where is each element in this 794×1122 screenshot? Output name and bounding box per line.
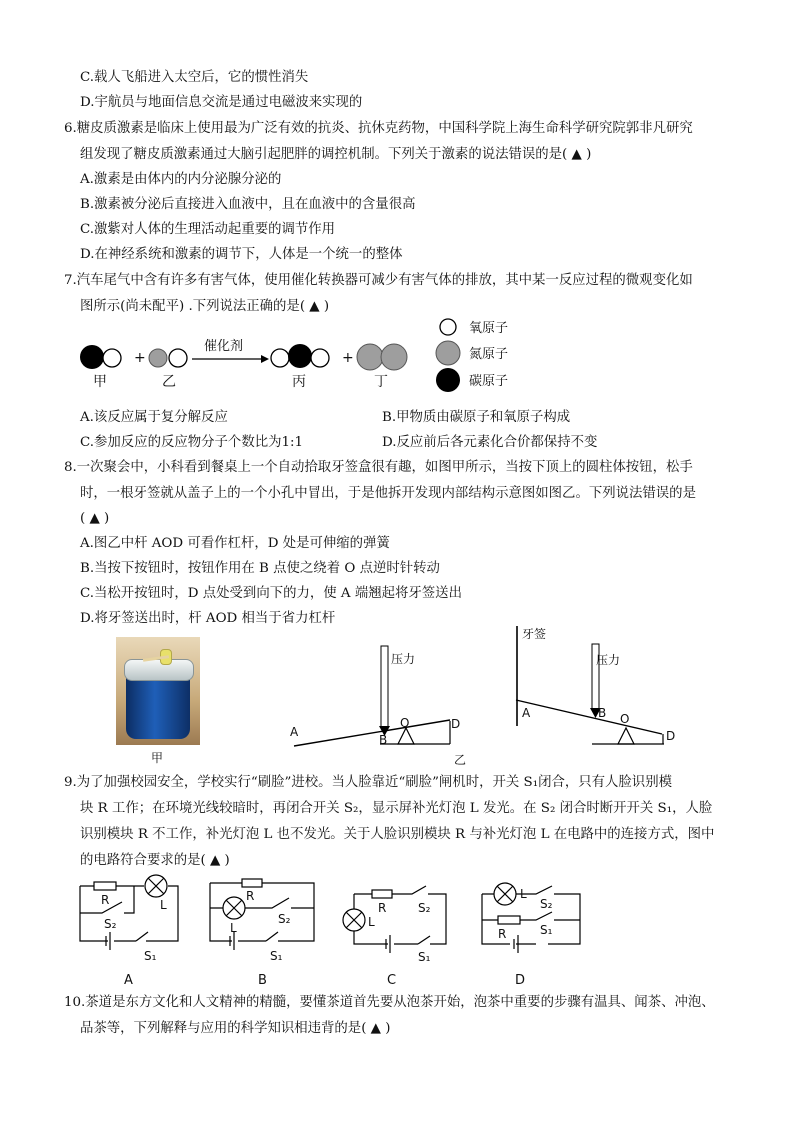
- label-s1: S₁: [540, 923, 553, 937]
- circuit-label-c: C: [387, 973, 397, 988]
- catalyst-label: 催化剂: [204, 339, 244, 354]
- label-r: R: [498, 927, 507, 941]
- q7-stem-line2: 图所示(尚未配平) .下列说法正确的是( ▲ ): [80, 299, 330, 314]
- label-s2: S₂: [418, 901, 431, 915]
- q6-stem-line2: 组发现了糖皮质激素通过大脑引起肥胖的调控机制。下列关于激素的说法错误的是( ▲ ): [80, 147, 592, 162]
- q6-option-d: D.在神经系统和激素的调节下，人体是一个统一的整体: [80, 247, 403, 262]
- q5-option-d: D.宇航员与地面信息交流是通过电磁波来实现的: [80, 95, 363, 110]
- circuit-label-d: D: [515, 973, 526, 988]
- label-s1: S₁: [270, 949, 283, 963]
- reactant-label-jia: 甲: [93, 374, 107, 390]
- circuit-label-b: B: [258, 973, 267, 988]
- q6-option-c: C.激紫对人体的生理活动起重要的调节作用: [80, 222, 336, 237]
- oxygen-atom: [311, 349, 329, 367]
- fulcrum-triangle: [398, 728, 414, 744]
- plus-sign-1: +: [134, 350, 146, 366]
- oxygen-atom: [103, 349, 121, 367]
- resistor-r: [94, 882, 116, 890]
- q8-option-c: C.当松开按钮时，D 点处受到向下的力，使 A 端翘起将牙签送出: [80, 586, 462, 601]
- point-d-label: D: [451, 717, 461, 731]
- reaction-diagram: [74, 316, 534, 390]
- label-s2: S₂: [278, 912, 291, 926]
- label-s2: S₂: [104, 917, 117, 931]
- circuit-c: [343, 886, 446, 953]
- point-o-label: O: [400, 716, 410, 730]
- q5-option-c: C.载人飞船进入太空后，它的惯性消失: [80, 70, 309, 85]
- q8-option-a: A.图乙中杆 AOD 可看作杠杆，D 处是可伸缩的弹簧: [80, 536, 390, 551]
- nitrogen-atom: [381, 344, 407, 370]
- legend-carbon-label: 碳原子: [469, 374, 509, 389]
- resistor-r: [242, 879, 262, 887]
- q10-stem-line1: 10.茶道是东方文化和人文精神的精髓，要懂茶道首先要从泡茶开始，泡茶中重要的步骤有温具、闻茶、冲泡、: [64, 995, 715, 1010]
- label-l: L: [230, 921, 237, 935]
- point-d-label: D: [666, 729, 676, 743]
- circuit-label-a: A: [124, 973, 133, 988]
- label-l: L: [520, 887, 527, 901]
- q8-stem-line1: 8.一次聚会中，小科看到餐桌上一个自动拾取牙签盒很有趣，如图甲所示，当按下顶上的圆柱体按钮，松手: [64, 460, 693, 475]
- legend-nitrogen-icon: [436, 341, 460, 365]
- point-o-label: O: [620, 712, 630, 726]
- q7-option-a: A.该反应属于复分解反应: [80, 410, 228, 425]
- photo-box-lid: [124, 659, 194, 681]
- toothpick-box-photo: [116, 637, 200, 745]
- circuit-d: [482, 883, 580, 953]
- resistor-r: [372, 890, 392, 898]
- q9-stem-line1: 9.为了加强校园安全，学校实行“刷脸”进校。当人脸靠近“刷脸”闸机时，开关 S₁闭合，只有人脸识别模: [64, 775, 672, 790]
- nitrogen-atom: [149, 349, 167, 367]
- product-label-bing: 丙: [292, 374, 306, 390]
- q7-option-c: C.参加反应的反应物分子个数比为1:1: [80, 435, 304, 450]
- q6-option-b: B.激素被分泌后直接进入血液中，且在血液中的含量很高: [80, 197, 416, 212]
- label-l: L: [160, 898, 167, 912]
- carbon-atom: [80, 345, 104, 369]
- lever-rod: [294, 720, 450, 746]
- reactant-label-yi: 乙: [162, 374, 176, 390]
- fulcrum-triangle: [618, 728, 634, 744]
- diagram-caption-yi: 乙: [454, 753, 467, 767]
- q8-stem-line3: ( ▲ ): [80, 511, 110, 526]
- point-b-label: B: [598, 706, 607, 720]
- q9-stem-line4: 的电路符合要求的是( ▲ ): [80, 853, 230, 868]
- force-label: 压力: [391, 652, 416, 666]
- label-r: R: [101, 893, 110, 907]
- resistor-r: [498, 916, 520, 924]
- product-label-ding: 丁: [374, 374, 388, 390]
- lever-rod: [516, 700, 662, 734]
- point-a-label: A: [522, 706, 531, 720]
- q7-option-b: B.甲物质由碳原子和氧原子构成: [382, 410, 571, 425]
- label-s1: S₁: [144, 949, 157, 963]
- force-label: 压力: [596, 653, 621, 667]
- q9-stem-line3: 识别模块 R 不工作，补光灯泡 L 也不发光。关于人脸识别模块 R 与补光灯泡 L 在电路中的连接方式，图中: [80, 827, 715, 842]
- q6-stem-line1: 6.糖皮质激素是临床上使用最为广泛有效的抗炎、抗休克药物，中国科学院上海生命科学研究院郭非凡研究: [64, 121, 693, 136]
- oxygen-atom: [271, 349, 289, 367]
- legend-oxygen-icon: [440, 319, 456, 335]
- photo-caption-jia: 甲: [151, 751, 164, 765]
- lever-diagram-yi: [280, 640, 480, 768]
- label-r: R: [378, 901, 387, 915]
- q6-option-a: A.激素是由体内的内分泌腺分泌的: [80, 172, 282, 187]
- nitrogen-atom: [357, 344, 383, 370]
- legend-nitrogen-label: 氮原子: [469, 347, 509, 362]
- oxygen-atom: [169, 349, 187, 367]
- label-s1: S₁: [418, 950, 431, 964]
- q9-stem-line2: 块 R 工作；在环境光线较暗时，再闭合开关 S₂，显示屏补光灯泡 L 发光。在 S₂ 闭合时断开开关 S₁，人脸: [80, 801, 713, 816]
- force-arrow-shaft: [381, 646, 388, 728]
- legend-carbon-icon: [436, 368, 460, 392]
- legend-oxygen-label: 氧原子: [469, 321, 509, 336]
- arrow-head-icon: [261, 355, 269, 363]
- q8-stem-line2: 时，一根牙签就从盖子上的一个小孔中冒出，于是他拆开发现内部结构示意图如图乙。下列说法错误的是: [80, 486, 696, 501]
- circuit-b: [210, 879, 314, 950]
- label-s2: S₂: [540, 897, 553, 911]
- point-a-label: A: [290, 725, 299, 739]
- q8-option-d: D.将牙签送出时，杆 AOD 相当于省力杠杆: [80, 611, 336, 626]
- plus-sign-2: +: [342, 350, 354, 366]
- circuit-a: [80, 875, 178, 950]
- toothpick-label: 牙签: [522, 627, 547, 641]
- circuit-diagrams: [74, 868, 594, 988]
- q7-stem-line1: 7.汽车尾气中含有许多有害气体，使用催化转换器可减少有害气体的排放，其中某一反应过程的微观变化如: [64, 273, 693, 288]
- carbon-atom: [288, 344, 312, 368]
- q10-stem-line2: 品茶等，下列解释与应用的科学知识相违背的是( ▲ ): [80, 1021, 391, 1036]
- label-r: R: [246, 889, 255, 903]
- lever-diagram-toothpick: [512, 622, 702, 756]
- q7-option-d: D.反应前后各元素化合价都保持不变: [382, 435, 598, 450]
- point-b-label: B: [379, 733, 388, 747]
- label-l: L: [368, 915, 375, 929]
- q8-option-b: B.当按下按钮时，按钮作用在 B 点使之绕着 O 点逆时针转动: [80, 561, 440, 576]
- photo-box-body: [126, 671, 190, 739]
